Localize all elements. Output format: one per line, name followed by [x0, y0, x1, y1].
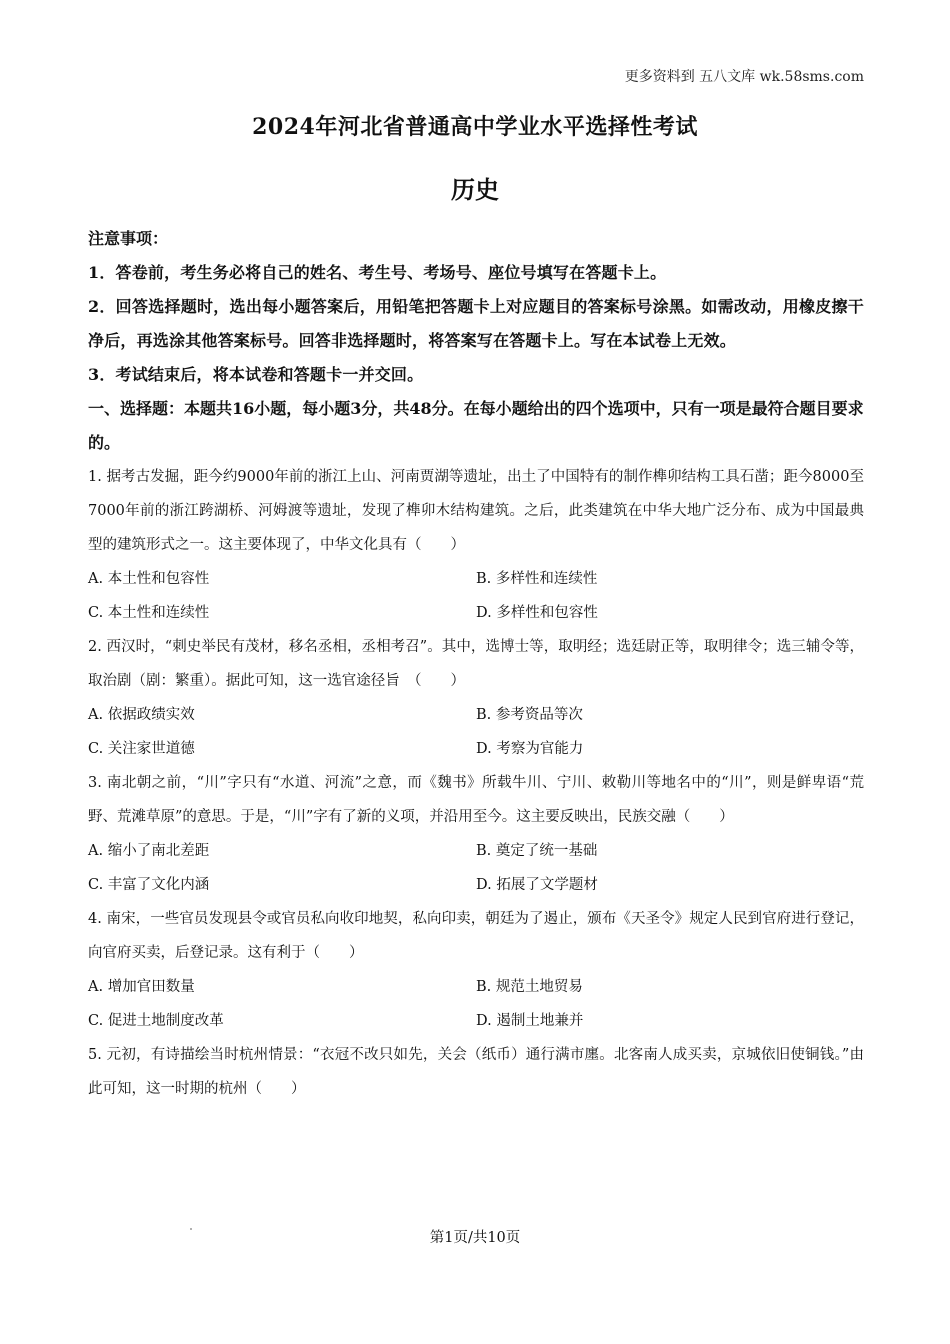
notice-item-3: 3．考试结束后，将本试卷和答题卡一并交回。: [88, 365, 424, 384]
question-stem: 5. 元初，有诗描绘当时杭州情景：“衣冠不改只如先，关会（纸币）通行满市廛。北客南人成买卖，京城依旧使铜钱。”由此可知，这一时期的杭州（ ）: [88, 1047, 864, 1097]
exam-content: [88, 222, 864, 1106]
option-c: C. 丰富了文化内涵: [88, 877, 210, 893]
option-d: D. 考察为官能力: [476, 741, 584, 757]
option-c: C. 本土性和连续性: [88, 605, 210, 621]
option-a: A. 增加官田数量: [88, 979, 195, 995]
option-c: C. 关注家世道德: [88, 741, 195, 757]
question-options: [88, 698, 864, 766]
option-d: D. 拓展了文学题材: [476, 877, 598, 893]
question-options: [88, 834, 864, 902]
question-options: [88, 970, 864, 1038]
subject-title: 历史: [451, 175, 499, 204]
notice-item-2: 2．回答选择题时，选出每小题答案后，用铅笔把答题卡上对应题目的答案标号涂黑。如需改动，用橡皮擦干净后，再选涂其他答案标号。回答非选择题时，将答案写在答题卡上。写在本试卷上无效。: [88, 297, 864, 350]
header-link[interactable]: 更多资料到 五八文库 wk.58sms.com: [624, 69, 864, 85]
question-stem: 1. 据考古发掘，距今约9000年前的浙江上山、河南贾湖等遗址，出土了中国特有的制作榫卯结构工具石凿；距今8000至7000年前的浙江跨湖桥、河姆渡等遗址，发现了榫卯木结构建筑。之后，此类建筑在中华大地广泛分布、成为中国最典型的建筑形式之一。这主要体现了，中华文化具有（ ）: [88, 469, 864, 553]
notice-heading: 注意事项：: [88, 229, 169, 248]
option-c: C. 促进土地制度改革: [88, 1013, 224, 1029]
question-4: [88, 902, 864, 1038]
option-d: D. 遏制土地兼并: [476, 1013, 584, 1029]
question-1: [88, 460, 864, 630]
option-a: A. 依据政绩实效: [88, 707, 195, 723]
option-b: B. 奠定了统一基础: [476, 843, 598, 859]
question-options: [88, 562, 864, 630]
question-2: [88, 630, 864, 766]
option-d: D. 多样性和包容性: [476, 605, 598, 621]
section-one-heading: 一、选择题：本题共16小题，每小题3分，共48分。在每小题给出的四个选项中，只有一项是最符合题目要求的。: [88, 399, 864, 452]
option-a: A. 本土性和包容性: [88, 571, 210, 587]
option-b: B. 规范土地贸易: [476, 979, 583, 995]
question-stem: 2. 西汉时，“刺史举民有茂材，移名丞相，丞相考召”。其中，选博士等，取明经；选廷尉正等，取明律令；选三辅令等，取治剧（剧：繁重）。据此可知，这一选官途径旨 （ ）: [88, 639, 864, 689]
question-3: [88, 766, 864, 902]
notice-item-1: 1．答卷前，考生务必将自己的姓名、考生号、考场号、座位号填写在答题卡上。: [88, 263, 667, 282]
question-5: [88, 1038, 864, 1106]
option-a: A. 缩小了南北差距: [88, 843, 210, 859]
option-b: B. 多样性和连续性: [476, 571, 598, 587]
question-stem: 3. 南北朝之前，“川”字只有“水道、河流”之意，而《魏书》所载牛川、宁川、敕勒川等地名中的“川”，则是鲜卑语“荒野、荒滩草原”的意思。于是，“川”字有了新的义项，并沿用至今。这主要反映出，民族交融（ ）: [88, 775, 864, 825]
option-b: B. 参考资品等次: [476, 707, 583, 723]
question-stem: 4. 南宋，一些官员发现县令或官员私向收印地契，私向印卖，朝廷为了遏止，颁布《天圣令》规定人民到官府进行登记，向官府买卖，后登记录。这有利于（ ）: [88, 911, 864, 961]
exam-title: 2024年河北省普通高中学业水平选择性考试: [252, 114, 698, 140]
page-footer: 第1页/共10页: [429, 1230, 521, 1246]
